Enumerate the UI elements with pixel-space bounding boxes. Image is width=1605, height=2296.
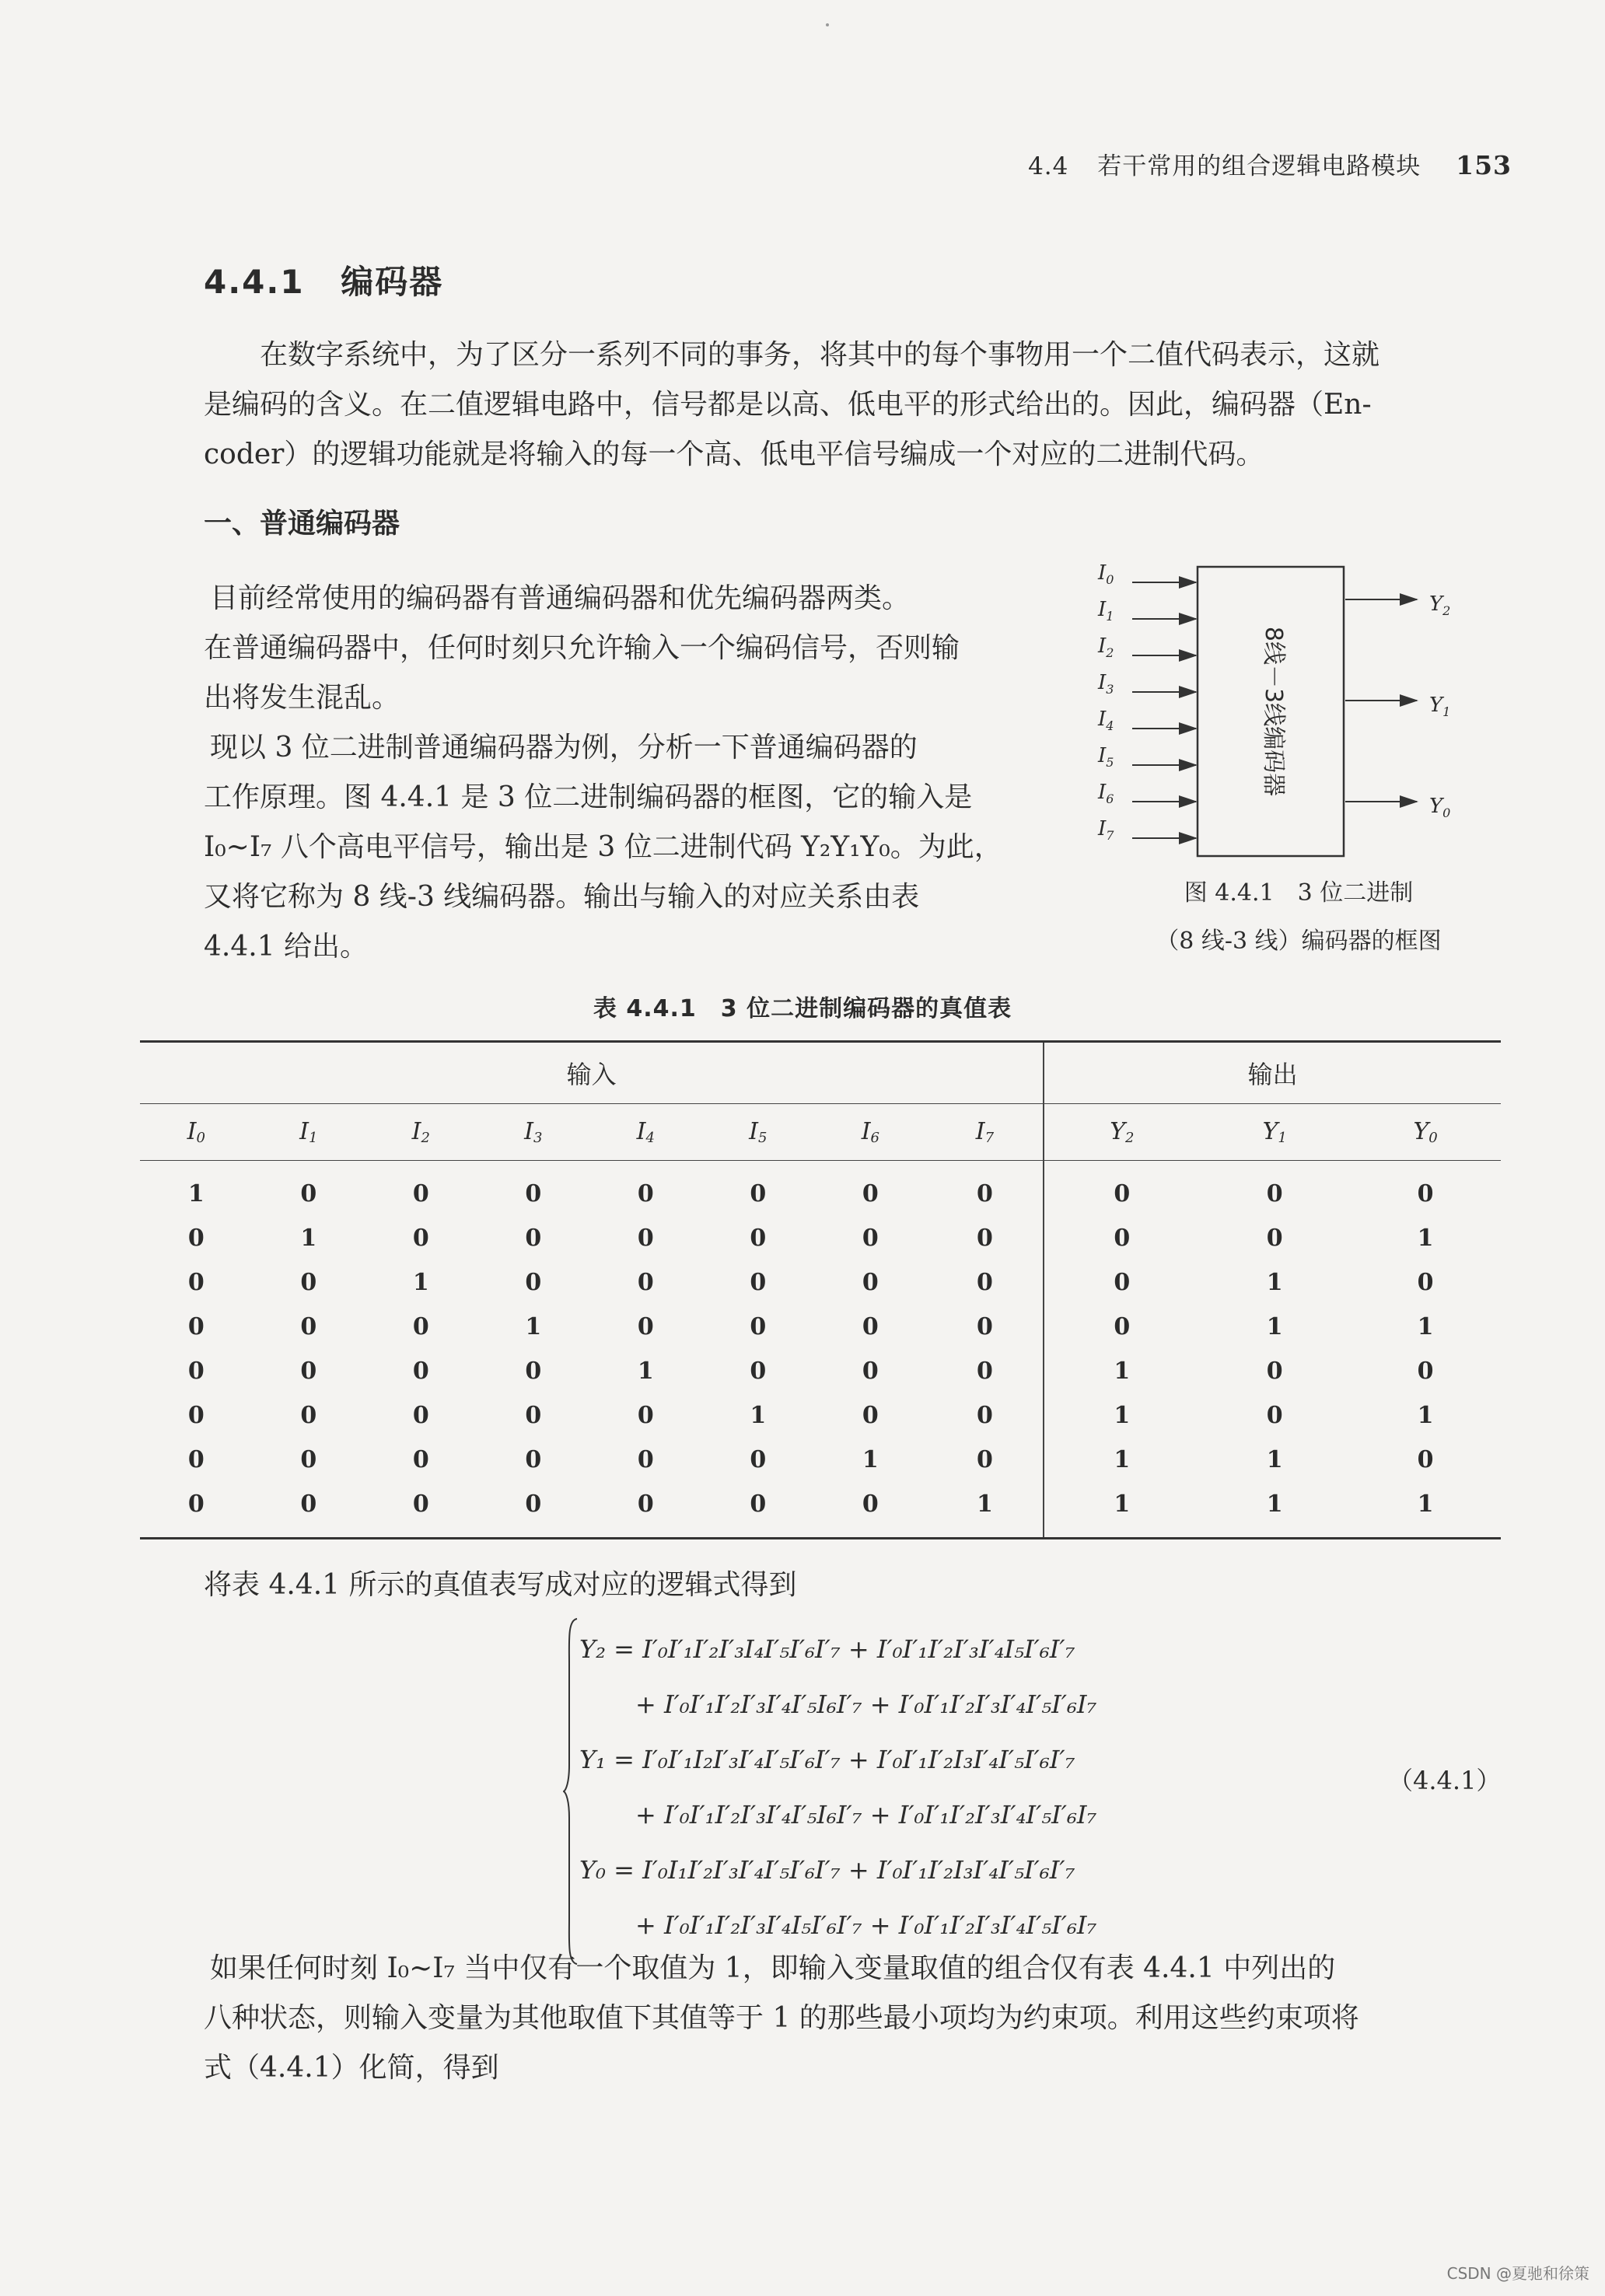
table-header-cell: $I_7$ — [927, 1104, 1044, 1161]
table-cell: 1 — [187, 1180, 205, 1207]
table-row — [140, 1482, 1501, 1539]
table-cell: 0 — [862, 1358, 879, 1385]
table-header-cell: $I_1$ — [253, 1104, 365, 1161]
table-cell: 0 — [412, 1358, 429, 1385]
running-header — [1028, 146, 1512, 181]
section-number: 4.4.1 — [204, 263, 305, 301]
table-cell: 1 — [1266, 1446, 1283, 1473]
encoder-box-label: 8线－3线编码器 — [1260, 626, 1287, 797]
table-cell: 0 — [927, 1161, 1044, 1217]
table-row — [140, 1260, 1501, 1305]
table-cell: 0 — [412, 1225, 429, 1252]
table-cell: 0 — [589, 1482, 702, 1539]
table-cell: 0 — [525, 1269, 542, 1296]
table-cell: 0 — [140, 1482, 253, 1539]
encoder-input-line — [1097, 634, 1196, 660]
table-cell: 0 — [187, 1446, 205, 1473]
encoder-input-line — [1097, 781, 1196, 806]
encoder-input-label: $I_6$ — [1098, 781, 1114, 806]
encoder-input-label: $I_7$ — [1098, 817, 1114, 843]
table-group-input: 输入 — [140, 1042, 1044, 1104]
table-cell: 0 — [187, 1269, 205, 1296]
table-cell: 0 — [814, 1482, 927, 1539]
table-cell: 0 — [1114, 1269, 1131, 1296]
table-header-cell: $Y_1$ — [1199, 1104, 1350, 1161]
equation-line: + I′₀I′₁I′₂I′₃I′₄I′₅I₆I′₇ + I′₀I′₁I′₂I′₃I′₄I′₅I′₆I₇ — [635, 1690, 1097, 1719]
table-cell: 1 — [525, 1313, 542, 1340]
table-cell: 0 — [750, 1225, 767, 1252]
table-cell: 0 — [300, 1358, 317, 1385]
encoder-output-line — [1345, 592, 1450, 618]
table-cell: 1 — [1417, 1402, 1434, 1429]
table-cell: 1 — [1114, 1446, 1131, 1473]
table-cell: 0 — [862, 1269, 879, 1296]
header-title: 若干常用的组合逻辑电路模块 — [1097, 152, 1421, 180]
equation-system — [579, 1622, 1096, 1953]
table-header-cell: $Y_0$ — [1350, 1104, 1501, 1161]
table-cell: 0 — [1417, 1446, 1434, 1473]
table-cell: 0 — [637, 1402, 654, 1429]
encoder-input-label: $I_1$ — [1098, 598, 1114, 624]
table-header-cell: $I_0$ — [140, 1104, 253, 1161]
table-cell: 0 — [525, 1402, 542, 1429]
table-header-cell: $I_6$ — [814, 1104, 927, 1161]
table-cell: 0 — [1114, 1313, 1131, 1340]
table-cell: 0 — [1266, 1358, 1283, 1385]
table-cell: 0 — [927, 1438, 1044, 1482]
table-cell: 0 — [525, 1225, 542, 1252]
table-cell: 0 — [927, 1349, 1044, 1393]
table-cell: 0 — [187, 1225, 205, 1252]
page-dot — [826, 23, 829, 26]
truth-table — [140, 1040, 1501, 1539]
table-cell: 0 — [412, 1402, 429, 1429]
table-cell: 0 — [300, 1180, 317, 1207]
encoder-output-label: $Y_2$ — [1429, 592, 1451, 618]
body-line: 工作原理。图 4.4.1 是 3 位二进制编码器的框图，它的输入是 — [204, 781, 973, 813]
table-cell: 0 — [365, 1482, 477, 1539]
table-cell: 1 — [1044, 1482, 1199, 1539]
figure-caption-line: 图 4.4.1 3 位二进制 — [1184, 879, 1414, 907]
intro-line: 在数字系统中，为了区分一系列不同的事务，将其中的每个事物用一个二值代码表示，这就 — [260, 339, 1380, 371]
table-cell: 0 — [300, 1269, 317, 1296]
body-line: 如果任何时刻 I₀~I₇ 当中仅有一个取值为 1，即输入变量取值的组合仅有表 4.4.1 中列出的 — [210, 1952, 1336, 1984]
encoder-input-label: $I_0$ — [1098, 561, 1114, 587]
table-cell: 0 — [525, 1358, 542, 1385]
encoder-input-label: $I_2$ — [1098, 634, 1114, 660]
table-cell: 0 — [300, 1446, 317, 1473]
body-line: 式（4.4.1）化简，得到 — [204, 2052, 499, 2084]
encoder-output-label: $Y_0$ — [1429, 795, 1451, 820]
table-group-output: 输出 — [1044, 1042, 1501, 1104]
encoder-output-line — [1345, 694, 1450, 719]
table-cell: 0 — [927, 1305, 1044, 1349]
table-cell: 0 — [927, 1260, 1044, 1305]
figure-caption — [1081, 869, 1516, 966]
page-number: 153 — [1456, 150, 1512, 180]
table-row — [140, 1161, 1501, 1217]
table-cell: 0 — [412, 1313, 429, 1340]
body-line: 现以 3 位二进制普通编码器为例，分析一下普通编码器的 — [210, 732, 918, 764]
encoder-input-line — [1097, 744, 1196, 770]
encoder-output-label: $Y_1$ — [1429, 694, 1451, 719]
encoder-input-line — [1097, 561, 1196, 587]
table-cell: 0 — [525, 1180, 542, 1207]
table-cell: 0 — [637, 1225, 654, 1252]
left-brace — [563, 1617, 579, 1966]
table-header-cell: $I_2$ — [365, 1104, 477, 1161]
table-cell: 1 — [1417, 1313, 1434, 1340]
equation-line: + I′₀I′₁I′₂I′₃I′₄I′₅I₆I′₇ + I′₀I′₁I′₂I′₃I′₄I′₅I′₆I₇ — [635, 1800, 1097, 1829]
table-cell: 0 — [637, 1269, 654, 1296]
encoder-input-line — [1097, 708, 1196, 733]
table-cell: 0 — [750, 1180, 767, 1207]
table-cell: 1 — [300, 1225, 317, 1252]
body-line: 目前经常使用的编码器有普通编码器和优先编码器两类。 — [210, 582, 911, 614]
encoder-input-label: $I_5$ — [1098, 744, 1114, 770]
table-row — [140, 1438, 1501, 1482]
table-cell: 0 — [1114, 1225, 1131, 1252]
body-line: 八种状态，则输入变量为其他取值下其值等于 1 的那些最小项均为约束项。利用这些约束项将 — [204, 2002, 1359, 2034]
table-cell: 0 — [862, 1180, 879, 1207]
table-cell: 0 — [412, 1180, 429, 1207]
after-table-text: 将表 4.4.1 所示的真值表写成对应的逻辑式得到 — [204, 1569, 797, 1601]
intro-paragraph — [204, 330, 1510, 480]
table-header-cell: $Y_2$ — [1044, 1104, 1199, 1161]
table-cell: 0 — [1266, 1225, 1283, 1252]
table-cell: 1 — [1266, 1313, 1283, 1340]
table-cell: 1 — [1114, 1402, 1131, 1429]
table-cell: 0 — [750, 1446, 767, 1473]
table-cell: 0 — [525, 1446, 542, 1473]
table-cell: 1 — [862, 1446, 879, 1473]
table-cell: 1 — [637, 1358, 654, 1385]
table-cell: 1 — [927, 1482, 1044, 1539]
table-cell: 0 — [927, 1393, 1044, 1438]
body-line: 4.4.1 给出。 — [204, 931, 369, 963]
encoder-input-line — [1097, 671, 1196, 697]
table-cell: 0 — [637, 1446, 654, 1473]
equation-line: + I′₀I′₁I′₂I′₃I′₄I₅I′₆I′₇ + I′₀I′₁I′₂I′₃I′₄I′₅I′₆I₇ — [635, 1910, 1097, 1940]
final-paragraph — [204, 1944, 1359, 2093]
intro-line: 是编码的含义。在二值逻辑电路中，信号都是以高、低电平的形式给出的。因此，编码器（En- — [204, 389, 1372, 421]
table-cell: 0 — [1417, 1269, 1434, 1296]
section-title — [204, 257, 443, 303]
encoder-block-diagram — [1089, 556, 1524, 867]
table-row — [140, 1393, 1501, 1438]
table-cell: 0 — [750, 1269, 767, 1296]
table-cell: 0 — [1114, 1180, 1131, 1207]
table-cell: 1 — [1114, 1358, 1131, 1385]
table-cell: 0 — [300, 1402, 317, 1429]
table-row — [140, 1349, 1501, 1393]
table-cell: 0 — [862, 1225, 879, 1252]
figure-caption-line: （8 线-3 线）编码器的框图 — [1156, 928, 1442, 955]
table-cell: 0 — [412, 1446, 429, 1473]
encoder-output-line — [1345, 795, 1450, 820]
table-cell: 1 — [1266, 1269, 1283, 1296]
equation-line: Y₂ = I′₀I′₁I′₂I′₃I₄I′₅I′₆I′₇ + I′₀I′₁I′₂I′₃I′₄I₅I′₆I′₇ — [579, 1634, 1075, 1664]
table-cell: 0 — [637, 1313, 654, 1340]
table-title: 表 4.4.1 3 位二进制编码器的真值表 — [593, 995, 1012, 1022]
body-line: 又将它称为 8 线-3 线编码器。输出与输入的对应关系由表 — [204, 881, 920, 913]
table-cell: 0 — [927, 1216, 1044, 1260]
table-header-cell: $I_4$ — [589, 1104, 702, 1161]
body-line: 在普通编码器中，任何时刻只允许输入一个编码信号，否则输 — [204, 632, 960, 664]
encoder-input-label: $I_3$ — [1098, 671, 1114, 697]
equation-line: Y₁ = I′₀I′₁I₂I′₃I′₄I′₅I′₆I′₇ + I′₀I′₁I′₂I₃I′₄I′₅I′₆I′₇ — [579, 1745, 1075, 1774]
equation-line: Y₀ = I′₀I₁I′₂I′₃I′₄I′₅I′₆I′₇ + I′₀I′₁I′₂I₃I′₄I′₅I′₆I′₇ — [579, 1855, 1075, 1885]
table-cell: 1 — [1417, 1225, 1434, 1252]
table-cell: 0 — [1266, 1402, 1283, 1429]
table-cell: 0 — [477, 1482, 590, 1539]
subsection-title: 一、普通编码器 — [204, 508, 400, 540]
section-name: 编码器 — [341, 263, 444, 301]
watermark: CSDN @夏驰和徐策 — [1446, 2264, 1589, 2283]
table-cell: 0 — [1417, 1358, 1434, 1385]
intro-line: coder）的逻辑功能就是将输入的每一个高、低电平信号编成一个对应的二进制代码。 — [204, 439, 1264, 470]
table-cell: 1 — [750, 1402, 767, 1429]
table-cell: 1 — [1350, 1482, 1501, 1539]
table-cell: 0 — [1417, 1180, 1434, 1207]
table-header-cell: $I_5$ — [702, 1104, 815, 1161]
table-cell: 0 — [862, 1313, 879, 1340]
equation-number: （4.4.1） — [1388, 1766, 1502, 1795]
table-cell: 0 — [1266, 1180, 1283, 1207]
table-cell: 1 — [1199, 1482, 1350, 1539]
header-section: 4.4 — [1028, 152, 1069, 180]
table-cell: 0 — [300, 1313, 317, 1340]
table-cell: 0 — [187, 1402, 205, 1429]
encoder-input-label: $I_4$ — [1098, 708, 1114, 733]
table-cell: 0 — [187, 1313, 205, 1340]
table-header-cell: $I_3$ — [477, 1104, 590, 1161]
table-cell: 0 — [187, 1358, 205, 1385]
table-cell: 0 — [637, 1180, 654, 1207]
encoder-input-line — [1097, 817, 1196, 843]
table-row — [140, 1305, 1501, 1349]
table-cell: 0 — [253, 1482, 365, 1539]
table-cell: 0 — [750, 1313, 767, 1340]
body-line: 出将发生混乱。 — [204, 682, 400, 714]
encoder-input-line — [1097, 598, 1196, 624]
table-cell: 0 — [750, 1358, 767, 1385]
table-cell: 1 — [412, 1269, 429, 1296]
table-cell: 0 — [862, 1402, 879, 1429]
table-row — [140, 1216, 1501, 1260]
body-line: I₀~I₇ 八个高电平信号，输出是 3 位二进制代码 Y₂Y₁Y₀。为此， — [204, 831, 1002, 863]
table-cell: 0 — [702, 1482, 815, 1539]
body-paragraph-left — [204, 574, 1051, 972]
